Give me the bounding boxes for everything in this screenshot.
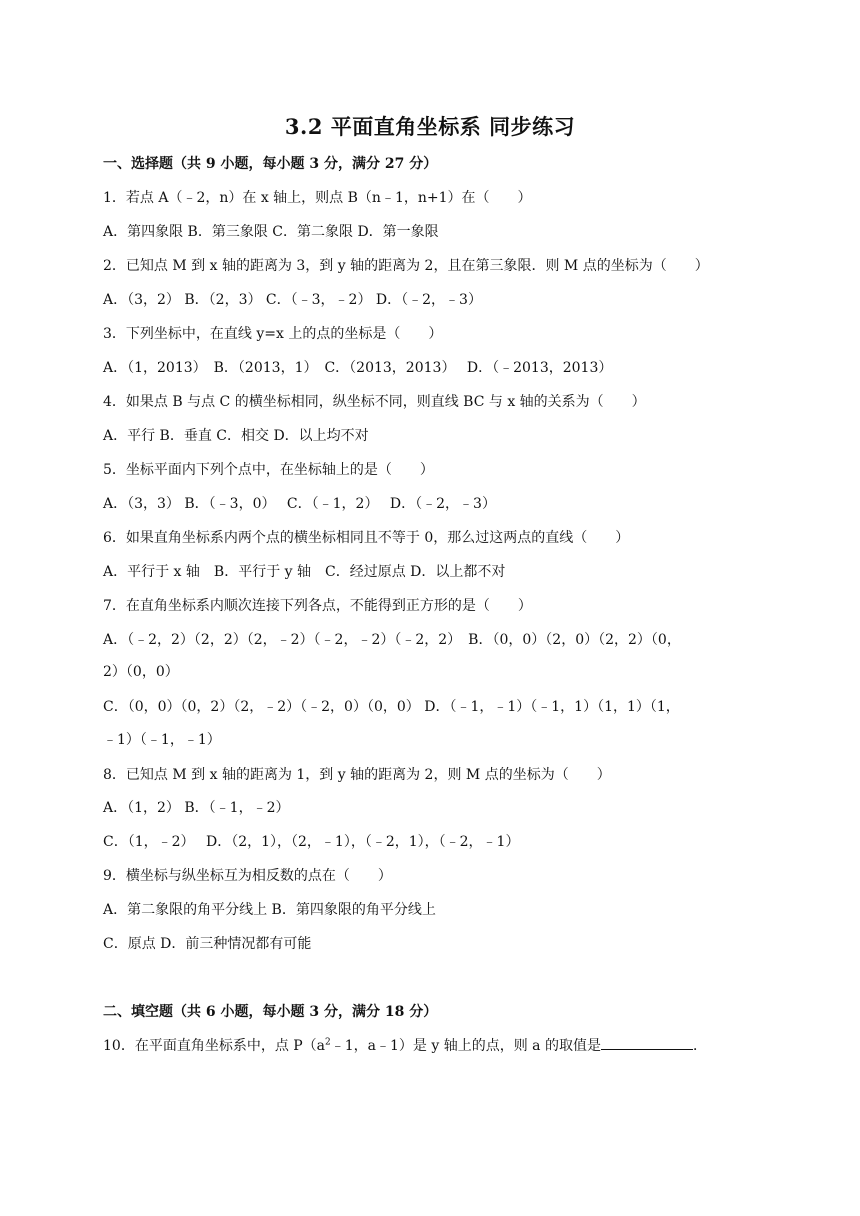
options-4: A．平行 B．垂直 C．相交 D．以上均不对 [103,428,369,444]
options-7-line3: C．（0，0）（0，2）（2，﹣2）（﹣2，0）（0，0） D．（﹣1，﹣1）（﹣1，1）（1，1）（1， [103,699,680,715]
question-8: 8．已知点 M 到 x 轴的距离为 1，到 y 轴的距离为 2，则 M 点的坐标为（ ） [103,767,611,783]
options-5: A．（3，3） B．（﹣3，0） C．（﹣1，2） D．（﹣2，﹣3） [103,496,496,512]
options-1: A．第四象限 B．第三象限 C．第二象限 D．第一象限 [103,224,439,240]
q10-suffix: ﹣1，a﹣1）是 y 轴上的点，则 a 的取值是 [330,1038,601,1054]
answer-blank[interactable] [601,1035,693,1050]
question-7: 7．在直角坐标系内顺次连接下列各点，不能得到正方形的是（ ） [103,598,532,614]
q10-prefix: 10．在平面直角坐标系中，点 P（a [103,1038,326,1054]
question-9: 9．横坐标与纵坐标互为相反数的点在（ ） [103,868,392,884]
section-heading-choice: 一、选择题（共 9 小题，每小题 3 分，满分 27 分） [103,156,438,172]
question-6: 6．如果直角坐标系内两个点的横坐标相同且不等于 0，那么过这两点的直线（ ） [103,530,630,546]
options-2: A．（3，2） B．（2，3） C．（﹣3，﹣2） D．（﹣2，﹣3） [103,292,482,308]
options-9-line2: C．原点 D．前三种情况都有可能 [103,936,312,952]
question-10 [103,1035,707,1056]
question-1: 1．若点 A（﹣2，n）在 x 轴上，则点 B（n﹣1，n+1）在（ ） [103,190,532,206]
question-3: 3．下列坐标中，在直线 y=x 上的点的坐标是（ ） [103,326,443,342]
options-8-line1: A．（1，2） B．（﹣1，﹣2） [103,800,290,816]
section-heading-fill: 二、填空题（共 6 小题，每小题 3 分，满分 18 分） [103,1004,438,1020]
options-7-line2: 2）（0，0） [103,664,179,680]
question-4: 4．如果点 B 与点 C 的横坐标相同，纵坐标不同，则直线 BC 与 x 轴的关系为（ ） [103,394,646,410]
page-title: 3.2 平面直角坐标系 同步练习 [284,114,576,139]
question-5: 5．坐标平面内下列个点中，在坐标轴上的是（ ） [103,462,434,478]
q10-end: ． [692,1038,707,1054]
options-9-line1: A．第二象限的角平分线上 B．第四象限的角平分线上 [103,902,436,918]
question-2: 2．已知点 M 到 x 轴的距离为 3，到 y 轴的距离为 2，且在第三象限．则 M 点的坐标为（ ） [103,258,709,274]
options-7-line1: A．（﹣2，2）（2，2）（2，﹣2）（﹣2，﹣2）（﹣2，2） B．（0，0）（2，0）（2，2）（0， [103,632,681,648]
options-6: A．平行于 x 轴 B．平行于 y 轴 C．经过原点 D．以上都不对 [103,564,506,580]
q10-exponent: 2 [325,1037,331,1048]
options-7-line4: ﹣1）（﹣1，﹣1） [103,732,221,748]
options-3: A．（1，2013） B．（2013，1） C．（2013，2013） D．（﹣2013，2013） [103,360,613,376]
options-8-line2: C．（1，﹣2） D．（2，1），（2，﹣1），（﹣2，1），（﹣2，﹣1） [103,834,520,850]
